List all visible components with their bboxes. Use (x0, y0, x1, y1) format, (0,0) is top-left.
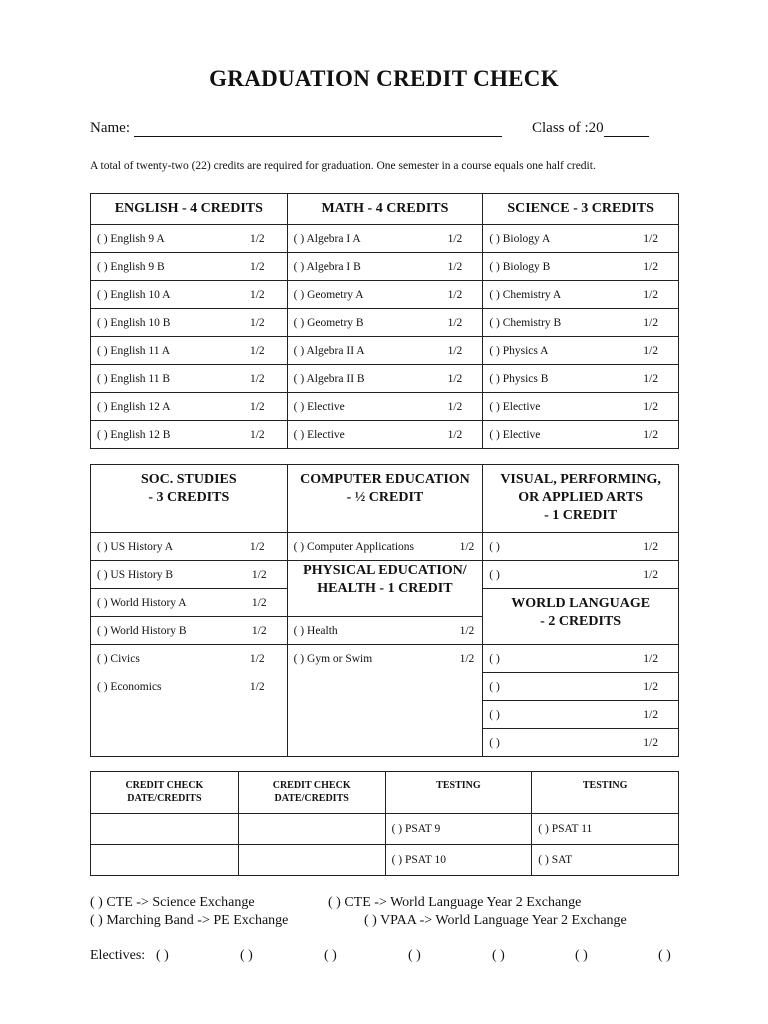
name-label: Name: (90, 120, 130, 136)
test-item[interactable]: ( ) PSAT 11 (532, 814, 679, 845)
soc-item[interactable]: ( ) World History A 1/2 (91, 589, 288, 617)
math-item[interactable]: ( ) Algebra I B 1/2 (287, 253, 483, 281)
credit-row (91, 421, 679, 449)
test-item[interactable]: ( ) SAT (532, 845, 679, 876)
testing-header: TESTING (532, 772, 679, 814)
world-language-item[interactable]: ( ) 1/2 (483, 673, 679, 701)
english-item[interactable]: ( ) English 11 A 1/2 (91, 337, 288, 365)
math-header: MATH - 4 CREDITS (287, 194, 483, 225)
soc-header-line1: SOC. STUDIES (140, 472, 237, 487)
credit-note: A total of twenty-two (22) credits are required for graduation. One semester in a course equals one half credit. (90, 160, 596, 172)
comp-item[interactable]: ( ) Computer Applications 1/2 (287, 533, 483, 561)
wl-header-line1: WORLD LANGUAGE (511, 596, 651, 611)
world-language-item[interactable]: ( ) 1/2 (483, 729, 679, 757)
empty-cell (91, 701, 288, 729)
credit-row (91, 225, 679, 253)
english-header: ENGLISH - 4 CREDITS (91, 194, 288, 225)
exchange-marching-band-pe[interactable]: ( ) Marching Band -> PE Exchange (90, 913, 289, 928)
arts-header-line3: - 1 CREDIT (544, 508, 618, 523)
comp-header-line2: - ½ CREDIT (346, 490, 424, 505)
arts-item[interactable]: ( ) 1/2 (483, 533, 679, 561)
english-item[interactable]: ( ) English 9 B 1/2 (91, 253, 288, 281)
science-item[interactable]: ( ) Biology B 1/2 (483, 253, 679, 281)
credit-row (91, 253, 679, 281)
arts-item[interactable]: ( ) 1/2 (483, 561, 679, 589)
soc-item[interactable]: ( ) US History A 1/2 (91, 533, 288, 561)
class-year-field[interactable] (604, 119, 649, 137)
credit-row (91, 393, 679, 421)
soc-studies-header (91, 465, 288, 533)
elective-checkbox[interactable]: ( ) (492, 948, 505, 963)
arts-header-line1: VISUAL, PERFORMING, (500, 472, 661, 487)
credit-row (91, 337, 679, 365)
science-item[interactable]: ( ) Physics A 1/2 (483, 337, 679, 365)
comp-header-line1: COMPUTER EDUCATION (300, 472, 470, 487)
soc-item[interactable]: ( ) World History B 1/2 (91, 617, 288, 645)
science-item[interactable]: ( ) Elective 1/2 (483, 421, 679, 449)
english-item[interactable]: ( ) English 9 A 1/2 (91, 225, 288, 253)
credit-row (91, 365, 679, 393)
credit-check-cell[interactable] (91, 814, 239, 845)
computer-ed-header (287, 465, 483, 533)
world-language-item[interactable]: ( ) 1/2 (483, 645, 679, 673)
soc-item[interactable]: ( ) Economics 1/2 (91, 673, 288, 701)
science-item[interactable]: ( ) Elective 1/2 (483, 393, 679, 421)
math-item[interactable]: ( ) Elective 1/2 (287, 393, 483, 421)
name-row (90, 119, 502, 137)
english-item[interactable]: ( ) English 11 B 1/2 (91, 365, 288, 393)
wl-header-line2: - 2 CREDITS (540, 614, 622, 629)
empty-cell (91, 729, 288, 757)
english-item[interactable]: ( ) English 12 B 1/2 (91, 421, 288, 449)
empty-cell (287, 701, 483, 729)
math-item[interactable]: ( ) Geometry B 1/2 (287, 309, 483, 337)
elective-checkbox[interactable]: ( ) (408, 948, 421, 963)
class-row (532, 119, 649, 137)
pe-item[interactable]: ( ) Health 1/2 (287, 617, 483, 645)
name-field[interactable] (134, 119, 502, 137)
class-label: Class of :20 (532, 120, 604, 136)
arts-header (483, 465, 679, 533)
world-language-header (483, 589, 679, 645)
pe-item[interactable]: ( ) Gym or Swim 1/2 (287, 645, 483, 673)
science-item[interactable]: ( ) Chemistry A 1/2 (483, 281, 679, 309)
soc-item[interactable]: ( ) Civics 1/2 (91, 645, 288, 673)
math-item[interactable]: ( ) Geometry A 1/2 (287, 281, 483, 309)
soc-item[interactable]: ( ) US History B 1/2 (91, 561, 288, 589)
world-language-item[interactable]: ( ) 1/2 (483, 701, 679, 729)
elective-checkbox[interactable]: ( ) (240, 948, 253, 963)
science-item[interactable]: ( ) Physics B 1/2 (483, 365, 679, 393)
math-item[interactable]: ( ) Algebra I A 1/2 (287, 225, 483, 253)
core-credits-table (90, 193, 679, 449)
credit-check-header: CREDIT CHECK DATE/CREDITS (91, 772, 239, 814)
elective-checkbox[interactable]: ( ) (658, 948, 671, 963)
electives-label: Electives: (90, 948, 146, 963)
credit-check-cell[interactable] (238, 814, 385, 845)
elective-checkbox[interactable]: ( ) (156, 948, 169, 963)
math-item[interactable]: ( ) Algebra II A 1/2 (287, 337, 483, 365)
pe-header-line2: HEALTH - 1 CREDIT (317, 581, 453, 596)
additional-credits-table (90, 464, 679, 757)
exchange-cte-science[interactable]: ( ) CTE -> Science Exchange (90, 895, 255, 910)
test-item[interactable]: ( ) PSAT 10 (385, 845, 532, 876)
exchange-cte-world-language[interactable]: ( ) CTE -> World Language Year 2 Exchange (328, 895, 582, 910)
pe-health-header (287, 561, 483, 617)
credit-check-header: CREDIT CHECK DATE/CREDITS (238, 772, 385, 814)
science-header: SCIENCE - 3 CREDITS (483, 194, 679, 225)
english-item[interactable]: ( ) English 12 A 1/2 (91, 393, 288, 421)
credit-check-cell[interactable] (91, 845, 239, 876)
credit-row (91, 281, 679, 309)
credit-check-cell[interactable] (238, 845, 385, 876)
arts-header-line2: OR APPLIED ARTS (518, 490, 644, 505)
elective-checkbox[interactable]: ( ) (324, 948, 337, 963)
science-item[interactable]: ( ) Biology A 1/2 (483, 225, 679, 253)
credit-check-testing-table (90, 771, 679, 876)
credit-row (91, 309, 679, 337)
soc-header-line2: - 3 CREDITS (148, 490, 230, 505)
empty-cell (287, 729, 483, 757)
math-item[interactable]: ( ) Algebra II B 1/2 (287, 365, 483, 393)
english-item[interactable]: ( ) English 10 B 1/2 (91, 309, 288, 337)
test-item[interactable]: ( ) PSAT 9 (385, 814, 532, 845)
page-title: GRADUATION CREDIT CHECK (209, 66, 559, 91)
english-item[interactable]: ( ) English 10 A 1/2 (91, 281, 288, 309)
elective-checkbox[interactable]: ( ) (575, 948, 588, 963)
science-item[interactable]: ( ) Chemistry B 1/2 (483, 309, 679, 337)
exchange-vpaa-world-language[interactable]: ( ) VPAA -> World Language Year 2 Exchange (364, 913, 627, 928)
math-item[interactable]: ( ) Elective 1/2 (287, 421, 483, 449)
testing-header: TESTING (385, 772, 532, 814)
pe-header-line1: PHYSICAL EDUCATION/ (303, 563, 467, 578)
empty-cell (287, 673, 483, 701)
